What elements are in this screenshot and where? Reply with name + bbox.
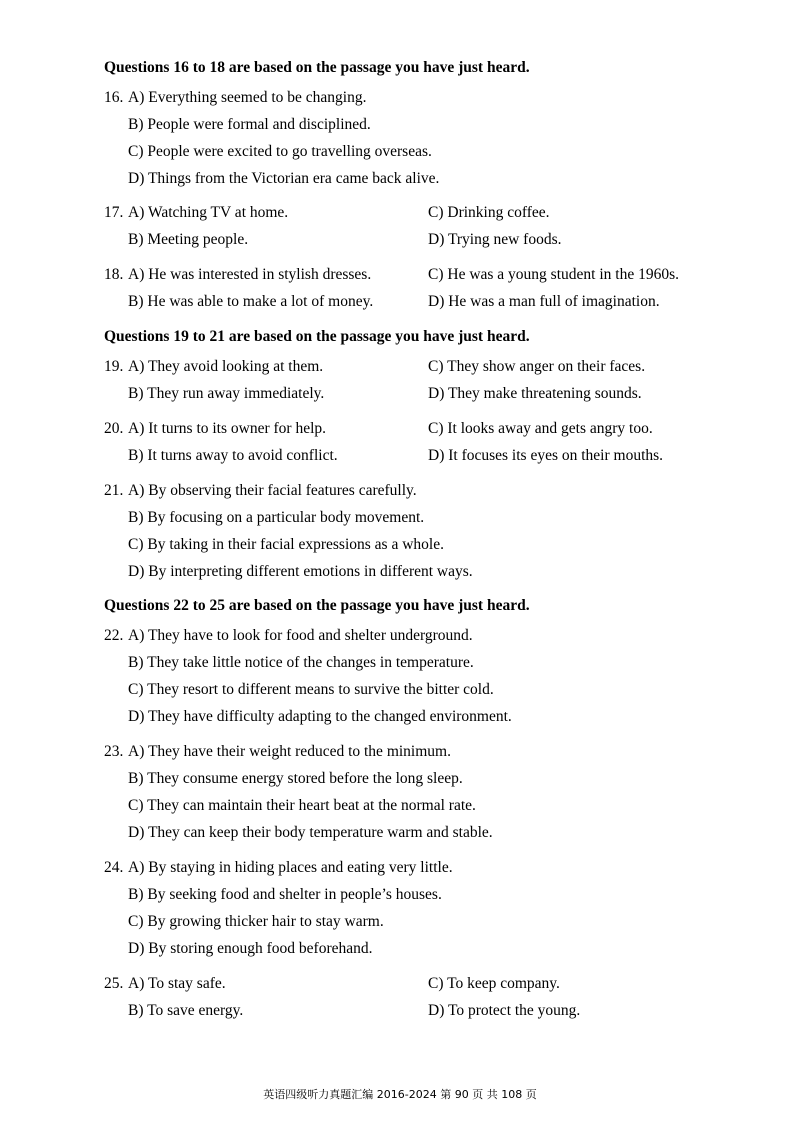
question-25-option-c: C) To keep company.	[428, 975, 560, 992]
question-17-option-a: A) Watching TV at home.	[128, 204, 289, 221]
question-24-option-b: B) By seeking food and shelter in people’s houses.	[128, 886, 442, 903]
question-24-number: 24.	[104, 859, 124, 876]
question-24-option-d: D) By storing enough food beforehand.	[128, 940, 373, 957]
question-16-option-b: B) People were formal and disciplined.	[128, 116, 371, 133]
question-25-option-a: A) To stay safe.	[128, 975, 226, 992]
question-25-option-b: B) To save energy.	[128, 1002, 244, 1019]
question-21-option-c: C) By taking in their facial expressions as a whole.	[128, 536, 444, 553]
question-18-option-a: A) He was interested in stylish dresses.	[128, 266, 372, 283]
question-16-number: 16.	[104, 89, 124, 106]
question-22-option-c: C) They resort to different means to survive the bitter cold.	[128, 681, 494, 698]
question-18-option-d: D) He was a man full of imagination.	[428, 293, 660, 310]
section-heading-22-25: Questions 22 to 25 are based on the passage you have just heard.	[104, 597, 530, 614]
question-23-option-d: D) They can keep their body temperature warm and stable.	[128, 824, 493, 841]
question-23-option-b: B) They consume energy stored before the long sleep.	[128, 770, 463, 787]
question-16-option-c: C) People were excited to go travelling overseas.	[128, 143, 432, 160]
question-19-option-a: A) They avoid looking at them.	[128, 358, 324, 375]
question-17-option-b: B) Meeting people.	[128, 231, 249, 248]
page-footer: 英语四级听力真题汇编 2016-2024 第 90 页 共 108 页	[263, 1088, 537, 1101]
question-25-number: 25.	[104, 975, 124, 992]
question-18-option-b: B) He was able to make a lot of money.	[128, 293, 374, 310]
question-21-option-a: A) By observing their facial features carefully.	[128, 482, 417, 499]
question-22-option-a: A) They have to look for food and shelter underground.	[128, 627, 473, 644]
question-17-option-c: C) Drinking coffee.	[428, 204, 550, 221]
question-16-option-a: A) Everything seemed to be changing.	[128, 89, 367, 106]
question-22-option-b: B) They take little notice of the changes in temperature.	[128, 654, 474, 671]
question-20-number: 20.	[104, 420, 124, 437]
question-23-option-a: A) They have their weight reduced to the minimum.	[128, 743, 451, 760]
question-19-option-d: D) They make threatening sounds.	[428, 385, 642, 402]
question-23-number: 23.	[104, 743, 124, 760]
question-18-number: 18.	[104, 266, 124, 283]
question-20-option-a: A) It turns to its owner for help.	[128, 420, 327, 437]
question-20-option-d: D) It focuses its eyes on their mouths.	[428, 447, 664, 464]
question-16-option-d: D) Things from the Victorian era came back alive.	[128, 170, 440, 187]
question-21-number: 21.	[104, 482, 124, 499]
question-21-option-b: B) By focusing on a particular body movement.	[128, 509, 425, 526]
question-19-number: 19.	[104, 358, 124, 375]
question-24-option-a: A) By staying in hiding places and eating very little.	[128, 859, 453, 876]
question-17-number: 17.	[104, 204, 124, 221]
question-17-option-d: D) Trying new foods.	[428, 231, 562, 248]
question-19-option-c: C) They show anger on their faces.	[428, 358, 646, 375]
question-20-option-b: B) It turns away to avoid conflict.	[128, 447, 338, 464]
section-heading-16-18: Questions 16 to 18 are based on the passage you have just heard.	[104, 59, 530, 76]
question-22-option-d: D) They have difficulty adapting to the changed environment.	[128, 708, 512, 725]
question-19-option-b: B) They run away immediately.	[128, 385, 325, 402]
section-heading-19-21: Questions 19 to 21 are based on the passage you have just heard.	[104, 328, 530, 345]
question-24-option-c: C) By growing thicker hair to stay warm.	[128, 913, 384, 930]
question-22-number: 22.	[104, 627, 124, 644]
question-23-option-c: C) They can maintain their heart beat at the normal rate.	[128, 797, 476, 814]
question-25-option-d: D) To protect the young.	[428, 1002, 581, 1019]
question-21-option-d: D) By interpreting different emotions in different ways.	[128, 563, 473, 580]
question-18-option-c: C) He was a young student in the 1960s.	[428, 266, 679, 283]
question-20-option-c: C) It looks away and gets angry too.	[428, 420, 653, 437]
